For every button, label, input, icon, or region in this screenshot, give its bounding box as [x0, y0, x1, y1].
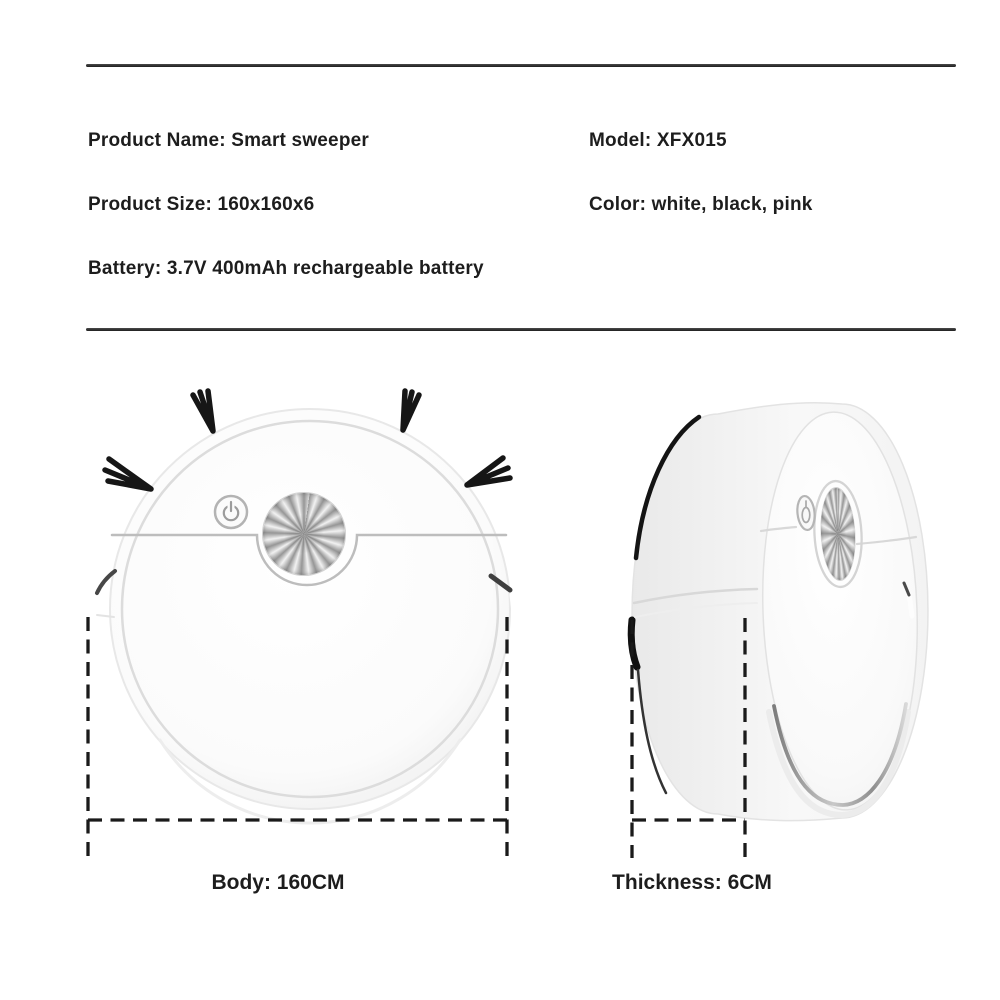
- body-dimension-label: Body: 160CM: [211, 871, 345, 894]
- spec-model: Model: XFX015: [589, 130, 727, 151]
- spec-color: Color: white, black, pink: [589, 194, 813, 215]
- robot-side-view-image: [631, 403, 928, 821]
- power-button-icon: [215, 496, 247, 528]
- robot-top-view-image: [97, 391, 514, 823]
- spin-disc: [263, 493, 345, 575]
- spec-product-name: Product Name: Smart sweeper: [88, 130, 369, 151]
- spec-battery: Battery: 3.7V 400mAh rechargeable battery: [88, 258, 484, 279]
- thickness-dimension-label: Thickness: 6CM: [612, 871, 772, 894]
- spec-product-size: Product Size: 160x160x6: [88, 194, 315, 215]
